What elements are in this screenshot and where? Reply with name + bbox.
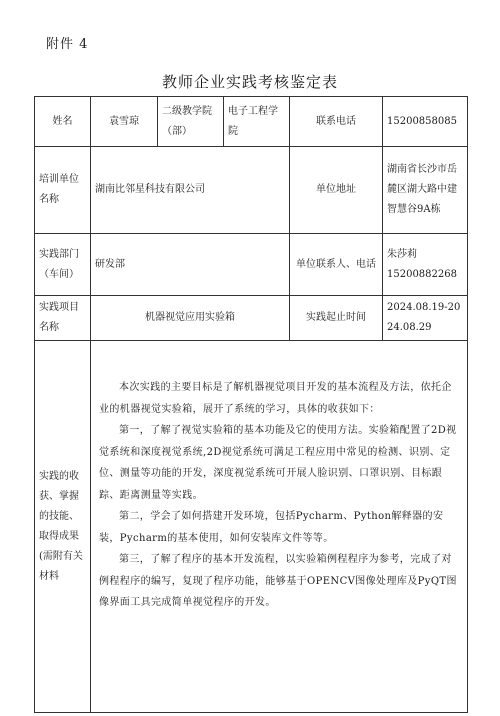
- table-row: [35, 234, 468, 296]
- address-value: 湖南省长沙市岳麓区湖大路中建智慧谷9A栋: [383, 147, 468, 234]
- results-content: [91, 341, 468, 713]
- contact-label: 单位联系人、电话: [290, 234, 383, 296]
- college-value: 电子工程学院: [224, 97, 290, 147]
- results-label: 实践的收获、掌握的技能、取得成果(需附有关材料: [35, 341, 91, 713]
- period-label: 实践起止时间: [290, 296, 383, 341]
- college-label: 二级教学院（部）: [158, 97, 224, 147]
- project-value: 机器视觉应用实验箱: [91, 296, 290, 341]
- project-label: 实践项目名称: [35, 296, 91, 341]
- phone-label: 联系电话: [290, 97, 383, 147]
- contact-value: [383, 234, 468, 296]
- appraisal-form-table: [34, 96, 468, 713]
- table-row: [35, 341, 468, 713]
- unit-value: 湖南比邻星科技有限公司: [91, 147, 290, 234]
- paragraph: 第二，学会了如何搭建开发环境，包括Pycharm、Python解释器的安装，Pycharm的基本使用，如何安装库文件等等。: [99, 511, 444, 544]
- table-row: [35, 147, 468, 234]
- address-label: 单位地址: [290, 147, 383, 234]
- page-title: 教师企业实践考核鉴定表: [161, 73, 338, 91]
- period-value: 2024.08.19-2024.08.29: [383, 296, 468, 341]
- contact-name: 朱莎莉: [387, 248, 417, 260]
- name-value: 袁雪琼: [91, 97, 158, 147]
- paragraph: 第三，了解了程序的基本开发流程，以实验箱例程程序为参考，完成了对例程程序的编写，复现了程序功能，能够基于OPENCV图像处理库及PyQT图像界面工具完成简单视觉程序的开发。: [99, 554, 457, 608]
- paragraph: 本次实践的主要目标是了解机器视觉项目开发的基本流程及方法，依托企业的机器视觉实验箱，展开了系统的学习，具体的收获如下：: [99, 382, 452, 415]
- name-label: 姓名: [35, 97, 91, 147]
- unit-label: 培训单位名称: [35, 147, 91, 234]
- paragraph: 第一，了解了视觉实验箱的基本功能及它的使用方法。实验箱配置了2D视觉系统和深度视觉系统,2D视觉系统可满足工程应用中常见的检测、识别、定位、测量等功能的开发，深度视觉系统可开展人脸识别、口罩识别、目标跟踪、距离测量等实践。: [99, 425, 457, 501]
- table-row: [35, 296, 468, 341]
- contact-phone: 15200882268: [387, 268, 457, 280]
- phone-value: 15200858085: [383, 97, 468, 147]
- table-row: [35, 97, 468, 147]
- dept-label: 实践部门（车间）: [35, 234, 91, 296]
- attachment-label: 附件 4: [46, 37, 89, 52]
- dept-value: 研发部: [91, 234, 290, 296]
